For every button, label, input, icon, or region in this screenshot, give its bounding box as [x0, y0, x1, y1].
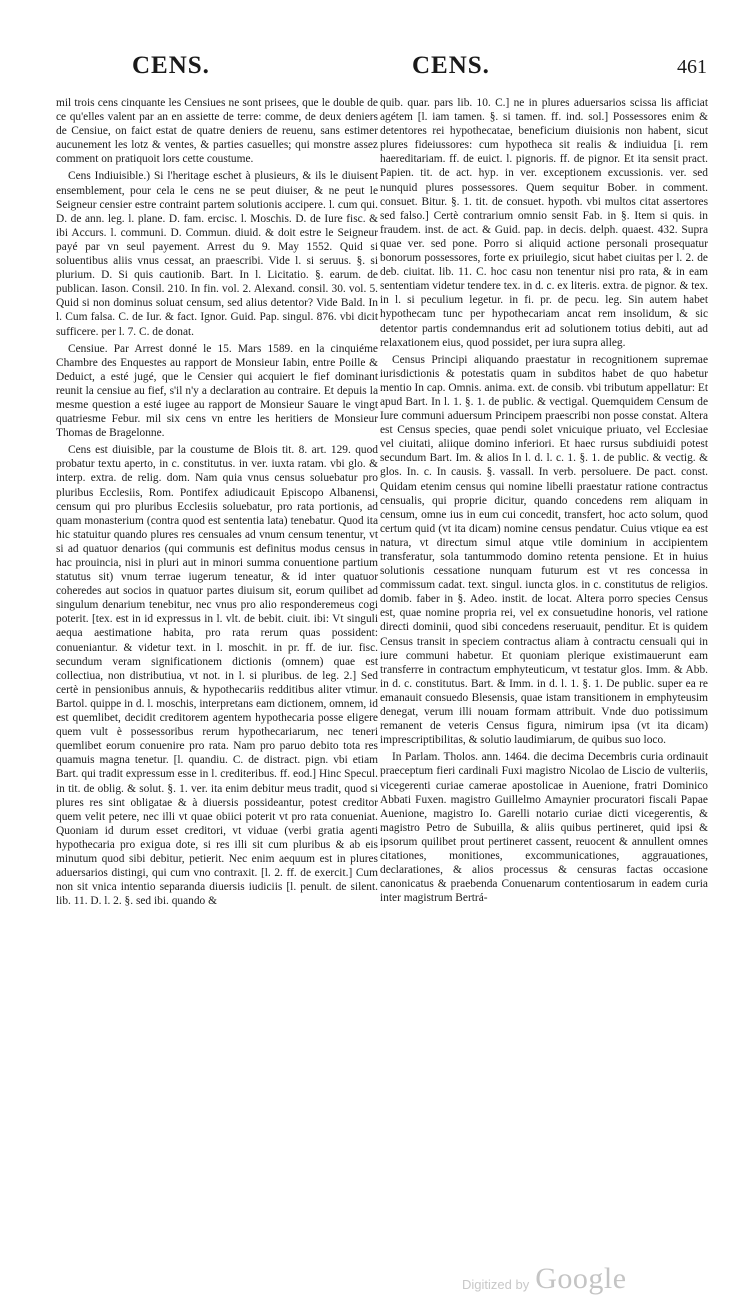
paragraph: In Parlam. Tholos. ann. 1464. die decima Decembris curia ordinauit praeceptum fieri cardinali Fuxi magistro Nicolao de Liscio de vulteriis, vicegerenti curiae camerae apostolicae in Auenione, fratri Dominico Abbati Fuxen. magistro Guillelmo Amaynier procuratori fiscali Papae Auenione, magistro Io. Garelli notario curiae dicti vicegerentis, & magistro Petro de Subuilla, & aliis quibus pertineret, quid ipsi & ipsorum quilibet prout pertineret cassent, reuocent & annullent omnes citationes, monitiones, excommunicationes, aggrauationes, declarationes, & alios processus & censuras factas occasione canonicatus & praebenda Conuenarum contentiosarum in eadem curia inter magistrum Bertrá-	[380, 751, 708, 905]
watermark-prefix: Digitized by	[462, 1277, 530, 1292]
paragraph: Censiue. Par Arrest donné le 15. Mars 1589. en la cinquiéme Chambre des Enquestes au rapport de Monsieur Iabin, entre Poille & Deduict, a esté jugé, que le Censier qui acquiert le fief dominant reunit la censiue au fief, s'il n'y a declaration au contraire. Et depuis la mesme question a esté iugee au rapport de Monsieur Sauare le vingt quatriesme Febur. mil six cens vn entre les heritiers de Monsieur Thomas de Bragelonne.	[56, 342, 378, 440]
running-header-left: CENS.	[132, 52, 210, 79]
paragraph: Cens Indiuisible.) Si l'heritage eschet à plusieurs, & ils le diuisent ensemblement, pour cela le cens ne se peut diuiser, & ne peut le Seigneur censier estre contraint partem solutionis accipere. l. cum qui. D. de ann. leg. l. plane. D. fam. ercisc. l. Moschis. D. de Iure fisc. & ibi Accurs. l. communi. D. Commun. diuid. & doit estre le Seigneur payé par vn seul payement. Arrest du 9. May 1552. Quid si soluentibus aliis vnus cessat, an praescribi. Vide l. si seruus. §. si plurium. D. Si quis cautionib. Bart. In l. Licitatio. §. earum. de publican. Iason. Consil. 210. In fin. vol. 2. Alexand. consil. 30. vol. 5. Quid si non dominus soluat censum, sed alius detentor? Vide Bald. In l. Cum falsa. C. de Iur. & fact. Ignor. Guid. Pap. singul. 876. vbi dicit sufficere. per l. 7. C. de donat.	[56, 170, 378, 338]
google-logo: Google	[535, 1262, 627, 1295]
left-column	[56, 96, 378, 911]
paragraph: Census Principi aliquando praestatur in recognitionem supremae iurisdictionis & potestatis quam in subditos habet de quo habetur mentio In cap. Omnis. anima. ext. de consib. vbi tributum appellatur: Et apud Bart. In l. 1. §. 1. de public. & vectigal. Quemquidem Censum de Iure communi aduersum Principem praescribi non posse constat. Altera est Census species, quae pendi solet vnicuique priuato, vel Ecclesiae vel ciuitati, aliique domino inferiori. Et haec rursus subdiuidi potest secundum Bart. Im. & alios In l. d. l. c. 1. §. 1. de public. & vectig. & glos. In. c. In causis. §. vassall. In verb. persoluere. De pact. const. Quidam etenim census qui nomine libelli praestatur ratione contractus censualis, qui proprie dicitur, quando concedens rem aliquam in censum, omne ius in eum cui concedit, transfert, hoc acto solum, quod certum quid (vt ita dicam) nomine census pendatur. Cuius vtique ea est natura, vt directum simul atque vtile dominium in accipientem transferatur, sola tantummodo domino retenta pensione. Et in huius solutionis cessatione nunquam futurum est vt res concessa in commissum cadat. text. singul. iuncta glos. in c. constitutus de religios. domib. faber in §. Adeo. instit. de locat. Altera porro species Census est, quae nomine propria rei, vel ex consuetudine honoris, vel ratione directi dominii, quod sibi concedens reseruauit, penditur. Et is quidem Census transit in speciem contractus aliam à contractu censuali qui in iure communi habetur. Et quoniam plerique existimauerunt eam transferre in contractum emphyteuticum, vt testatur glos. Imm. & Abb. in d. c. constitutus. Bart. & Imm. in d. l. 1. §. 1. De public. super ea re emanauit consuedo Blesensis, quae istam transitionem in emphyteusim denegat, verum illi nouam formam attribuit. Vnde duo potissimum remanent de veteris Census figura, nimirum ipsa (vt ita dicam) imprescriptibilitas, & solutio laudimiarum, de quibus suo loco.	[380, 353, 708, 747]
paragraph: mil trois cens cinquante les Censiues ne sont prisees, que le double de ce qu'elles valent par an en assiette de terre: comme, de deux deniers de Censiue, on faict estat de quatre deniers de reuenu, sans estimer aucunement les lotz & ventes, & parties casuelles; qui monstre assez comment on pratiquoit lors cette coustume.	[56, 97, 378, 166]
paragraph: quib. quar. pars lib. 10. C.] ne in plures aduersarios scissa lis afficiat agétem [l. iam tamen. §. si tamen. ff. ind. sol.] Possessores enim & detentores rei hypothecatae, beneficium diuisionis non habent, sicut plures fideiussores: cum hypotheca sit realis & indiuidua [i. rem haereditariam. ff. de euict. l. pignoris. ff. de pignor. Et ita sensit pract. Papien. tit. de act. hyp. in ver. exceptionem excussionis. ver. sed nunquid plures possessores. Quem sequitur Bober. in comment. consuet. Bitur. §. 1. tit. de consuet. hypoth. vbi multos citat assertores sed falso.] Certè contrarium omnio sensit Fab. in §. Item si quis. in fraudem. inst. de act. & Guid. pap. in decis. delph. quaest. 432. Supra quae ver. sed pone. Porro si aliquid actione personali prosequatur bonorum possessores, forte ex priuilegio, sicut habet ciuitas per l. 2. de deb. ciuitat. lib. 11. C. hoc casu non tenentur nisi pro rata, & in eam sententiam videtur tendere tex. in d. c. ex literis. extra. de pignor. & tex. in l. si peculium legetur. in fi. pr. de pecu. leg. Sin autem habet hypothecam tunc per hypothecariam ancat rem insolidum, & sic detentor partis condemnandus erit ad solutionem totius debiti, aut ad relaxationem eius, quod possidet, per iura supra alleg.	[380, 97, 708, 349]
right-column	[380, 96, 708, 908]
paragraph: Cens est diuisible, par la coustume de Blois tit. 8. art. 129. quod probatur textu aperto, in c. constitutus. in ver. iuxta ratam. vbi glo. & interp. extra. de relig. dom. Nam quia vnus census soluebatur pro pluribus Ecclesiis, Rom. Pontifex adiudicauit Episcopo Albanensi, censum qui pro pluribus Ecclesiis soluebatur, pro rata portionis, ad quam monasterium (contra quod est sententia lata) tenebatur. Quod ita hic statuitur quando plures res censuales ad vnum censum tenentur, vt si ad quatuor denarios (qui communis est definitus modus census in hac prouincia, nisi in pluri aut in minori summa conuentione partium statutus sit) vnum terrae iugerum teneatur, & id inter quatuor coheredes aut socios in quatuor partes diuisum sit, eorum quilibet ad singulum denarium tenebitur, nec vnus pro alio responderemeus cogi poterit. [tex. est in id expressus in l. vlt. de bebit. ciuit. ibi: Vt singuli aequa aestimatione habita, pro rata rerum quas possident: conueniantur. & videtur text. in l. moschit. in pr. ff. de iur. fisc. secundum veram significationem dictionis (omnem) quae est collectiua, non distributiua, vt not. in l. si pluribus. de leg. 2.] Sed certè in pensionibus annuis, & hypothecariis redditibus aliter vtimur. Bartol. quippe in d. l. moschis, interpretans eam dictionem, omnem, id est quemlibet, decidit creditorem agentem hypothecaria posse eligere quem vult è possessoribus rerum hypothecariarum, nec teneri quemlibet eorum conuenire pro rata. Nam pro paruo debito tota res quamuis magna tenetur. [l. quandiu. C. de distract. pign. vbi etiam Bart. qui tradit expressum esse in l. crediteribus. ff. eod.] Hinc Specul. in tit. de oblig. & solut. §. 1. ver. ita enim debitur meus tradit, quod si plures res sint obligatae & à diuersis possideantur, potest creditor quem velit petere, nec illi vt quae obiici poterit vt pro rata conueniat. Quoniam id durum esset creditori, vt viduae (verbi gratia agenti hypothecaria pro exigua dote, si res illi sit cum pluribus & ab eis minutum quod sibi debitur, petierit. Nec enim aequum est in plures aduersarios distingi, qui cum vno contraxit. [l. 2. ff. de exercit.] Cum non sit vnica intentio separanda diuersis iudiciis [l. penult. de silent. lib. 11. D. l. 2. §. sed ibi. quando &	[56, 444, 378, 908]
page-number: 461	[677, 56, 707, 78]
digitized-by-google-watermark	[462, 1262, 627, 1296]
running-header-right: CENS.	[412, 52, 490, 79]
